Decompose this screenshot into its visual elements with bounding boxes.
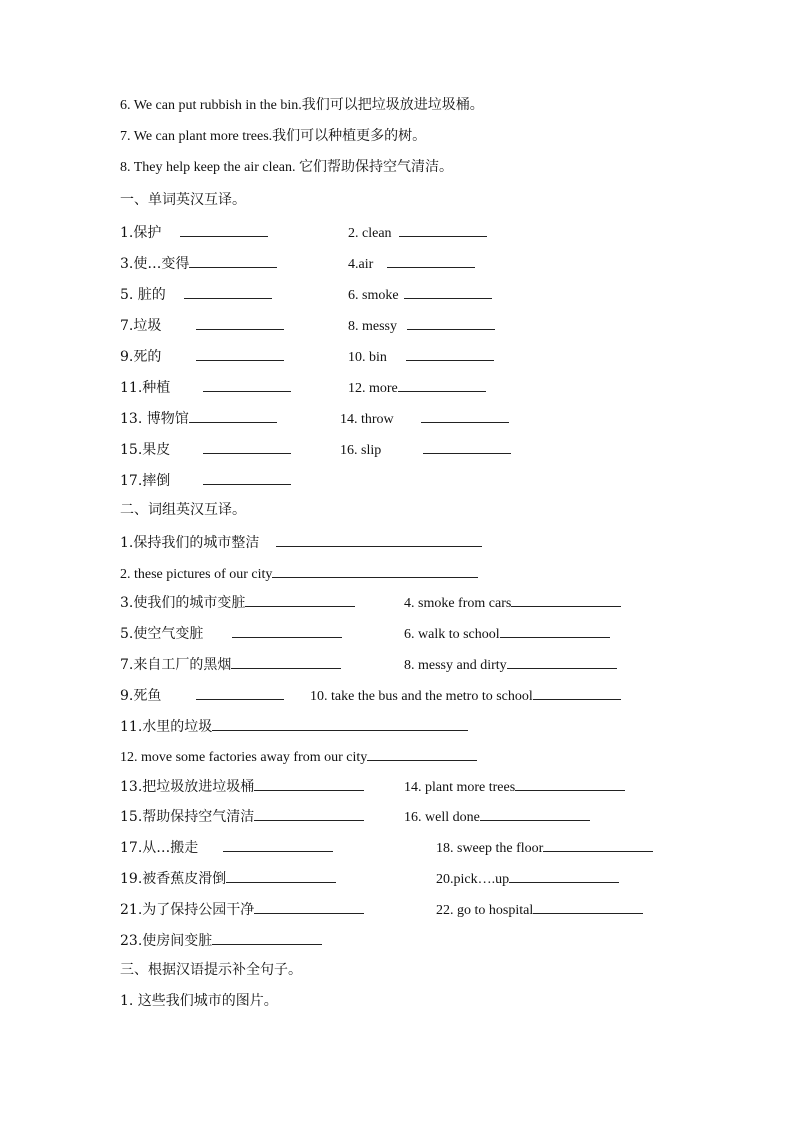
- word-item-14: 14. throw: [340, 408, 509, 429]
- answer-blank[interactable]: [367, 746, 477, 761]
- answer-blank[interactable]: [180, 222, 268, 237]
- answer-blank[interactable]: [423, 439, 511, 454]
- phrase-item-17: 17.从…搬走: [120, 837, 333, 857]
- answer-blank[interactable]: [254, 776, 364, 791]
- phrase-item-1: 1.保持我们的城市整洁: [120, 532, 482, 552]
- phrase-item-6: 6. walk to school: [404, 623, 610, 644]
- phrase-item-2: 2. these pictures of our city: [120, 563, 478, 584]
- phrase-item-15: 15.帮助保持空气清洁: [120, 806, 364, 826]
- answer-blank[interactable]: [203, 470, 291, 485]
- word-item-9: 9.死的: [120, 346, 284, 366]
- phrase-item-4: 4. smoke from cars: [404, 592, 621, 613]
- word-item-4: 4.air: [348, 253, 475, 274]
- answer-blank[interactable]: [511, 592, 621, 607]
- section3-title: 三、根据汉语提示补全句子。: [120, 962, 302, 978]
- sentence-7: 7. We can plant more trees.我们可以种植更多的树。: [120, 129, 427, 144]
- phrase-item-10: 10. take the bus and the metro to school: [310, 685, 621, 706]
- phrase-item-5: 5.使空气变脏: [120, 623, 342, 643]
- word-item-1: 1.保护: [120, 222, 268, 242]
- phrase-item-21: 21.为了保持公园干净: [120, 899, 364, 919]
- answer-blank[interactable]: [533, 899, 643, 914]
- answer-blank[interactable]: [507, 654, 617, 669]
- phrase-item-13: 13.把垃圾放进垃圾桶: [120, 776, 364, 796]
- answer-blank[interactable]: [223, 837, 333, 852]
- answer-blank[interactable]: [189, 408, 277, 423]
- phrase-item-3: 3.使我们的城市变脏: [120, 592, 355, 612]
- answer-blank[interactable]: [276, 532, 482, 547]
- answer-blank[interactable]: [196, 346, 284, 361]
- answer-blank[interactable]: [254, 806, 364, 821]
- answer-blank[interactable]: [404, 284, 492, 299]
- answer-blank[interactable]: [212, 716, 468, 731]
- word-item-13: 13. 博物馆: [120, 408, 277, 428]
- word-item-5: 5. 脏的: [120, 284, 272, 304]
- answer-blank[interactable]: [245, 592, 355, 607]
- answer-blank[interactable]: [203, 377, 291, 392]
- answer-blank[interactable]: [515, 776, 625, 791]
- phrase-item-8: 8. messy and dirty: [404, 654, 617, 675]
- answer-blank[interactable]: [407, 315, 495, 330]
- phrase-item-22: 22. go to hospital: [436, 899, 643, 920]
- phrase-item-9: 9.死鱼: [120, 685, 284, 705]
- answer-blank[interactable]: [406, 346, 494, 361]
- word-item-8: 8. messy: [348, 315, 495, 336]
- answer-blank[interactable]: [533, 685, 621, 700]
- sentence-item-1: 1. 这些我们城市的图片。: [120, 993, 278, 1009]
- answer-blank[interactable]: [196, 685, 284, 700]
- phrase-item-14: 14. plant more trees: [404, 776, 625, 797]
- answer-blank[interactable]: [184, 284, 272, 299]
- word-item-17: 17.摔倒: [120, 470, 291, 490]
- word-item-6: 6. smoke: [348, 284, 492, 305]
- phrase-item-16: 16. well done: [404, 806, 590, 827]
- word-item-10: 10. bin: [348, 346, 494, 367]
- answer-blank[interactable]: [399, 222, 487, 237]
- phrase-item-11: 11.水里的垃圾: [120, 716, 468, 736]
- answer-blank[interactable]: [543, 837, 653, 852]
- answer-blank[interactable]: [189, 253, 277, 268]
- answer-blank[interactable]: [387, 253, 475, 268]
- answer-blank[interactable]: [272, 563, 478, 578]
- phrase-item-7: 7.来自工厂的黑烟: [120, 654, 341, 674]
- sentence-6: 6. We can put rubbish in the bin.我们可以把垃圾放进垃圾桶。: [120, 98, 484, 113]
- answer-blank[interactable]: [226, 868, 336, 883]
- word-item-15: 15.果皮: [120, 439, 291, 459]
- answer-blank[interactable]: [398, 377, 486, 392]
- phrase-item-19: 19.被香蕉皮滑倒: [120, 868, 336, 888]
- word-item-2: 2. clean: [348, 222, 487, 243]
- word-item-12: 12. more: [348, 377, 486, 398]
- phrase-item-20: 20.pick….up: [436, 868, 619, 889]
- phrase-item-18: 18. sweep the floor: [436, 837, 653, 858]
- answer-blank[interactable]: [254, 899, 364, 914]
- answer-blank[interactable]: [212, 930, 322, 945]
- word-item-16: 16. slip: [340, 439, 511, 460]
- answer-blank[interactable]: [203, 439, 291, 454]
- section2-title: 二、词组英汉互译。: [120, 502, 246, 518]
- word-item-3: 3.使…变得: [120, 253, 277, 273]
- sentence-8: 8. They help keep the air clean. 它们帮助保持空气清洁。: [120, 160, 453, 175]
- answer-blank[interactable]: [232, 623, 342, 638]
- word-item-7: 7.垃圾: [120, 315, 284, 335]
- phrase-item-23: 23.使房间变脏: [120, 930, 322, 950]
- answer-blank[interactable]: [231, 654, 341, 669]
- answer-blank[interactable]: [509, 868, 619, 883]
- answer-blank[interactable]: [196, 315, 284, 330]
- answer-blank[interactable]: [480, 806, 590, 821]
- answer-blank[interactable]: [421, 408, 509, 423]
- phrase-item-12: 12. move some factories away from our city: [120, 746, 477, 767]
- section1-title: 一、单词英汉互译。: [120, 192, 246, 208]
- answer-blank[interactable]: [500, 623, 610, 638]
- word-item-11: 11.种植: [120, 377, 291, 397]
